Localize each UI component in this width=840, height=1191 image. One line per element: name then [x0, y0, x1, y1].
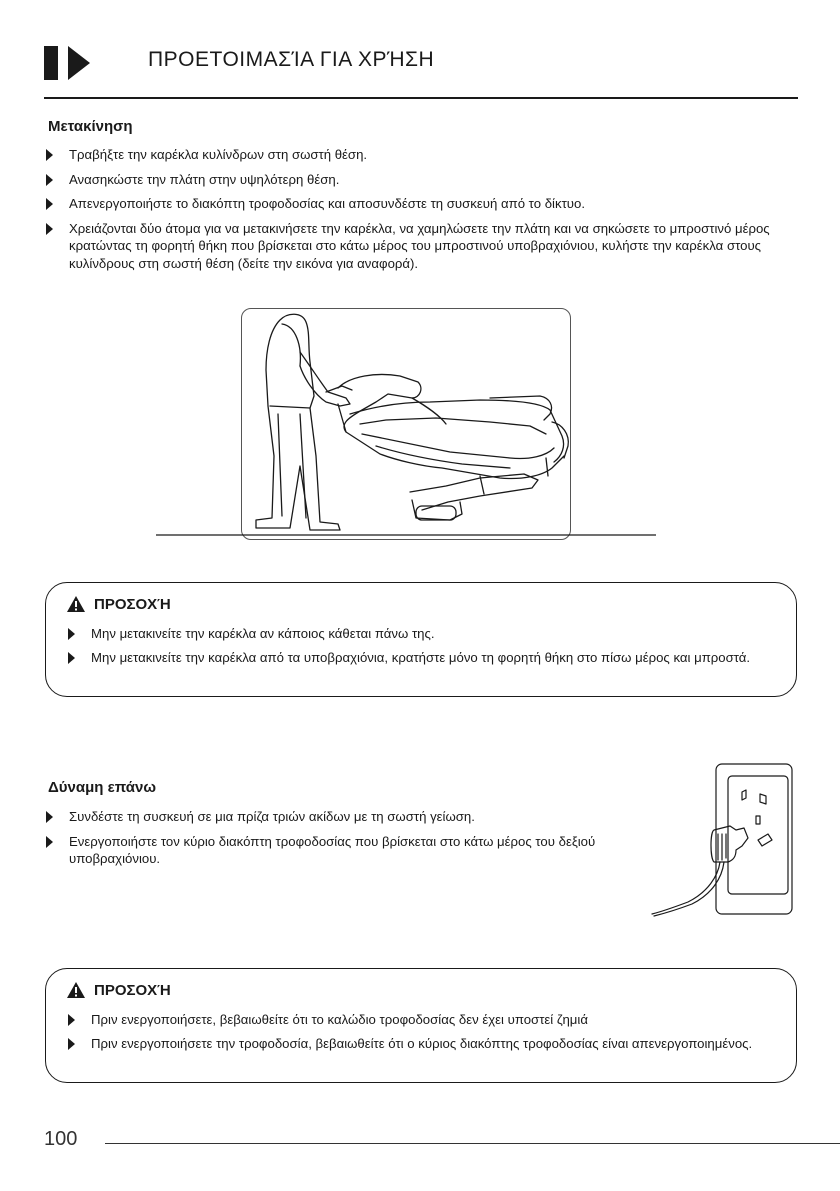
bullet-icon	[68, 652, 75, 664]
caution-title	[66, 981, 171, 999]
list-item-text: Μην μετακινείτε την καρέκλα από τα υποβραχιόνια, κρατήστε μόνο τη φορητή θήκη στο πίσω μέρος και μπροστά.	[91, 649, 751, 665]
bullet-icon	[46, 149, 53, 161]
list-item-text: Ανασηκώστε την πλάτη στην υψηλότερη θέση.	[69, 171, 340, 187]
chair-moving-illustration	[150, 306, 660, 546]
wall-outlet-illustration	[648, 758, 808, 918]
moving-heading: Μετακίνηση	[48, 118, 133, 135]
bullet-icon	[46, 811, 53, 823]
caution-box-power	[45, 968, 797, 1083]
header-divider	[44, 97, 798, 99]
list-item	[44, 833, 644, 868]
caution-box-moving	[45, 582, 797, 697]
power-heading: Δύναμη επάνω	[48, 779, 157, 796]
bullet-icon	[46, 836, 53, 848]
list-item-text: Μην μετακινείτε την καρέκλα αν κάποιος κάθεται πάνω της.	[91, 626, 435, 641]
bullet-icon	[46, 223, 53, 235]
caution-title-text: ΠΡΟΣΟΧΉ	[94, 595, 171, 613]
list-item	[44, 808, 644, 826]
list-item	[66, 649, 786, 667]
list-item-text: Απενεργοποιήστε το διακόπτη τροφοδοσίας και αποσυνδέστε τη συσκευή από το δίκτυο.	[69, 196, 585, 211]
list-item-text: Πριν ενεργοποιήσετε, βεβαιωθείτε ότι το καλώδιο τροφοδοσίας δεν έχει υποστεί ζημιά	[91, 1012, 588, 1027]
moving-instructions	[44, 146, 804, 279]
footer-divider	[105, 1143, 840, 1144]
section-marker-icon	[44, 44, 94, 82]
list-item	[66, 625, 786, 643]
list-item	[66, 1035, 786, 1053]
bullet-icon	[68, 1038, 75, 1050]
caution-list	[66, 1011, 786, 1058]
caution-title-text: ΠΡΟΣΟΧΉ	[94, 981, 171, 999]
list-item-text: Χρειάζονται δύο άτομα για να μετακινήσετε την καρέκλα, να χαμηλώσετε την πλάτη και να σηκώσετε το μπροστινό μέρος κρατώντας τη φορητή θήκη που βρίσκεται στο κάτω μέρος του μπροστινού υποβραχιόνιου, κυλήστε την καρέκλα στους κυλίνδρους στη σωστή θέση (δείτε την εικόνα για αναφορά).	[69, 220, 770, 271]
page-title: ΠΡΟΕΤΟΙΜΑΣΊΑ ΓΙΑ ΧΡΉΣΗ	[148, 48, 435, 71]
list-item	[44, 146, 804, 164]
bullet-icon	[46, 174, 53, 186]
warning-icon	[66, 981, 86, 999]
list-item	[66, 1011, 786, 1029]
caution-list	[66, 625, 786, 672]
page-number: 100	[44, 1128, 78, 1150]
list-item-text: Ενεργοποιήστε τον κύριο διακόπτη τροφοδοσίας που βρίσκεται στο κάτω μέρος του δεξιού υποβραχιόνιου.	[69, 833, 596, 866]
caution-title	[66, 595, 171, 613]
warning-icon	[66, 595, 86, 613]
bullet-icon	[68, 1014, 75, 1026]
list-item	[44, 171, 804, 189]
list-item-text: Πριν ενεργοποιήσετε την τροφοδοσία, βεβαιωθείτε ότι ο κύριος διακόπτης τροφοδοσίας είναι απενεργοποιημένος.	[91, 1035, 753, 1051]
list-item	[44, 220, 804, 273]
list-item-text: Συνδέστε τη συσκευή σε μια πρίζα τριών ακίδων με τη σωστή γείωση.	[69, 809, 475, 824]
list-item-text: Τραβήξτε την καρέκλα κυλίνδρων στη σωστή θέση.	[69, 147, 368, 162]
list-item	[44, 195, 804, 213]
bullet-icon	[68, 628, 75, 640]
power-instructions	[44, 808, 644, 875]
bullet-icon	[46, 198, 53, 210]
